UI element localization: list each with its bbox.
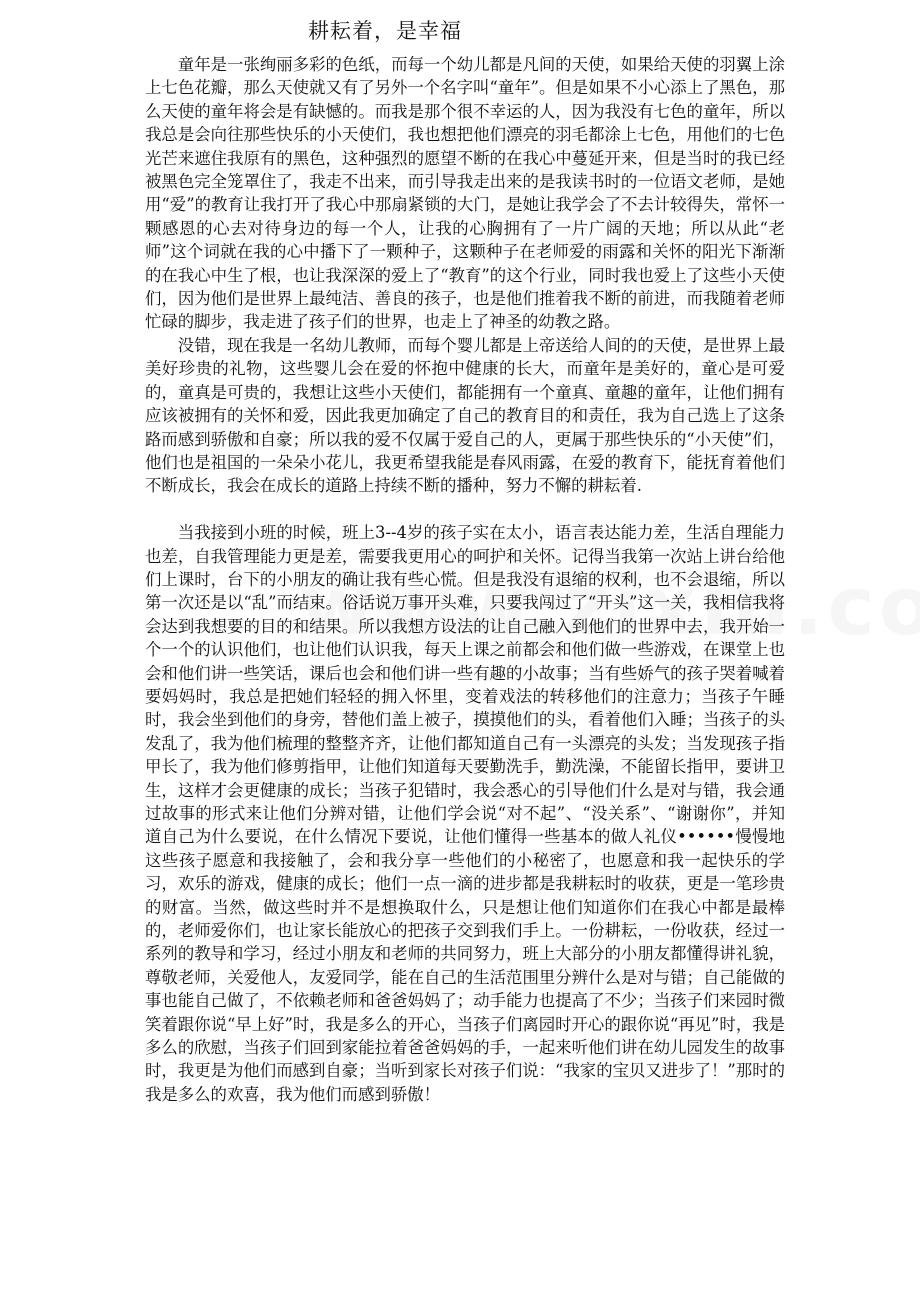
paragraph-1: 童年是一张绚丽多彩的色纸，而每一个幼儿都是凡间的天使，如果给天使的羽翼上涂上七色花瓣，那么天使就又有了另外一个名字叫“童年”。但是如果不小心添上了黑色，那么天使的童年将会是有缺憾的。而我是那个很不幸运的人，因为我没有七色的童年，所以我总是会向往那些快乐的小天使们，我也想把他们漂亮的羽毛都涂上七色，用他们的七色光芒来遮住我原有的黑色，这种强烈的愿望不断的在我心中蔓延开来，但是当时的我已经被黑色完全笼罩住了，我走不出来，而引导我走出来的是我读书时的一位语文老师，是她用“爱”的教育让我打开了我心中那扇紧锁的大门，是她让我学会了不去计较得失，常怀一颗感恩的心去对待身边的每一个人，让我的心胸拥有了一片广阔的天地；所以从此“老师”这个词就在我的心中播下了一颗种子，这颗种子在老师爱的雨露和关怀的阳光下渐渐的在我心中生了根，也让我深深的爱上了“教育”的这个行业，同时我也爱上了这些小天使们，因为他们是世界上最纯洁、善良的孩子，也是他们推着我不断的前进，而我随着老师忙碌的脚步，我走进了孩子们的世界，也走上了神圣的幼教之路。 bbox=[145, 55, 785, 332]
document-title: 耕耘着，是幸福 bbox=[308, 19, 462, 43]
document-body bbox=[145, 53, 785, 1106]
paragraph-spacer bbox=[145, 498, 785, 521]
paragraph-3: 当我接到小班的时候，班上3--4岁的孩子实在太小，语言表达能力差，生活自理能力也差，自我管理能力更是差，需要我更用心的呵护和关怀。记得当我第一次站上讲台给他们上课时，台下的小朋友的确让我有些心慌。但是我没有退缩的权利，也不会退缩，所以第一次还是以“乱”而结束。俗话说万事开头难，只要我闯过了“开头”这一关，我相信我将会达到我想要的目的和结果。所以我想方设法的让自己融入到他们的世界中去，我开始一个一个的认识他们，也让他们认识我，每天上课之前都会和他们做一些游戏，在课堂上也会和他们讲一些笑话，课后也会和他们讲一些有趣的小故事；当有些娇气的孩子哭着喊着要妈妈时，我总是把她们轻轻的拥入怀里，变着戏法的转移他们的注意力；当孩子午睡时，我会坐到他们的身旁，替他们盖上被子，摸摸他们的头，看着他们入睡；当孩子的头发乱了，我为他们梳理的整整齐齐，让他们都知道自己有一头漂亮的头发；当发现孩子指甲长了，我为他们修剪指甲，让他们知道每天要勤洗手，勤洗澡，不能留长指甲，要讲卫生，这样才会更健康的成长；当孩子犯错时，我会悉心的引导他们什么是对与错，我会通过故事的形式来让他们分辨对错，让他们学会说“对不起”、“没关系”、“谢谢你”，并知道自己为什么要说，在什么情况下要说，让他们懂得一些基本的做人礼仪••••••慢慢地这些孩子愿意和我接触了，会和我分享一些他们的小秘密了，也愿意和我一起快乐的学习，欢乐的游戏，健康的成长；他们一点一滴的进步都是我耕耘时的收获，更是一笔珍贵的财富。当然，做这些时并不是想换取什么，只是想让他们知道你们在我心中都是最棒的，老师爱你们，也让家长能放心的把孩子交到我们手上。一份耕耘，一份收获，经过一系列的教导和学习，经过小朋友和老师的共同努力，班上大部分的小朋友都懂得讲礼貌，尊敬老师，关爱他人，友爱同学，能在自己的生活范围里分辨什么是对与错；自己能做的事也能自己做了，不依赖老师和爸爸妈妈了；动手能力也提高了不少；当孩子们来园时微笑着跟你说“早上好”时，我是多么的开心，当孩子们离园时开心的跟你说“再见”时，我是多么的欣慰，当孩子们回到家能拉着爸爸妈妈的手，一起来听他们讲在幼儿园发生的故事时，我更是为他们而感到自豪；当听到家长对孩子们说：“我家的宝贝又进步了！”那时的我是多么的欢喜，我为他们而感到骄傲！ bbox=[145, 523, 785, 1104]
paragraph-2: 没错，现在我是一名幼儿教师，而每个婴儿都是上帝送给人间的的天使，是世界上最美好珍贵的礼物，这些婴儿会在爱的怀抱中健康的长大，而童年是美好的，童心是可爱的，童真是可贵的，我想让这些小天使们，都能拥有一个童真、童趣的童年，让他们拥有应该被拥有的关怀和爱，因此我更加确定了自己的教育目的和责任，我为自己选上了这条路而感到骄傲和自豪；所以我的爱不仅属于爱自己的人，更属于那些快乐的“小天使”们，他们也是祖国的一朵朵小花儿，我更希望我能是春风雨露，在爱的教育下，能抚育着他们不断成长，我会在成长的道路上持续不断的播种，努力不懈的耕耘着. bbox=[145, 335, 785, 496]
